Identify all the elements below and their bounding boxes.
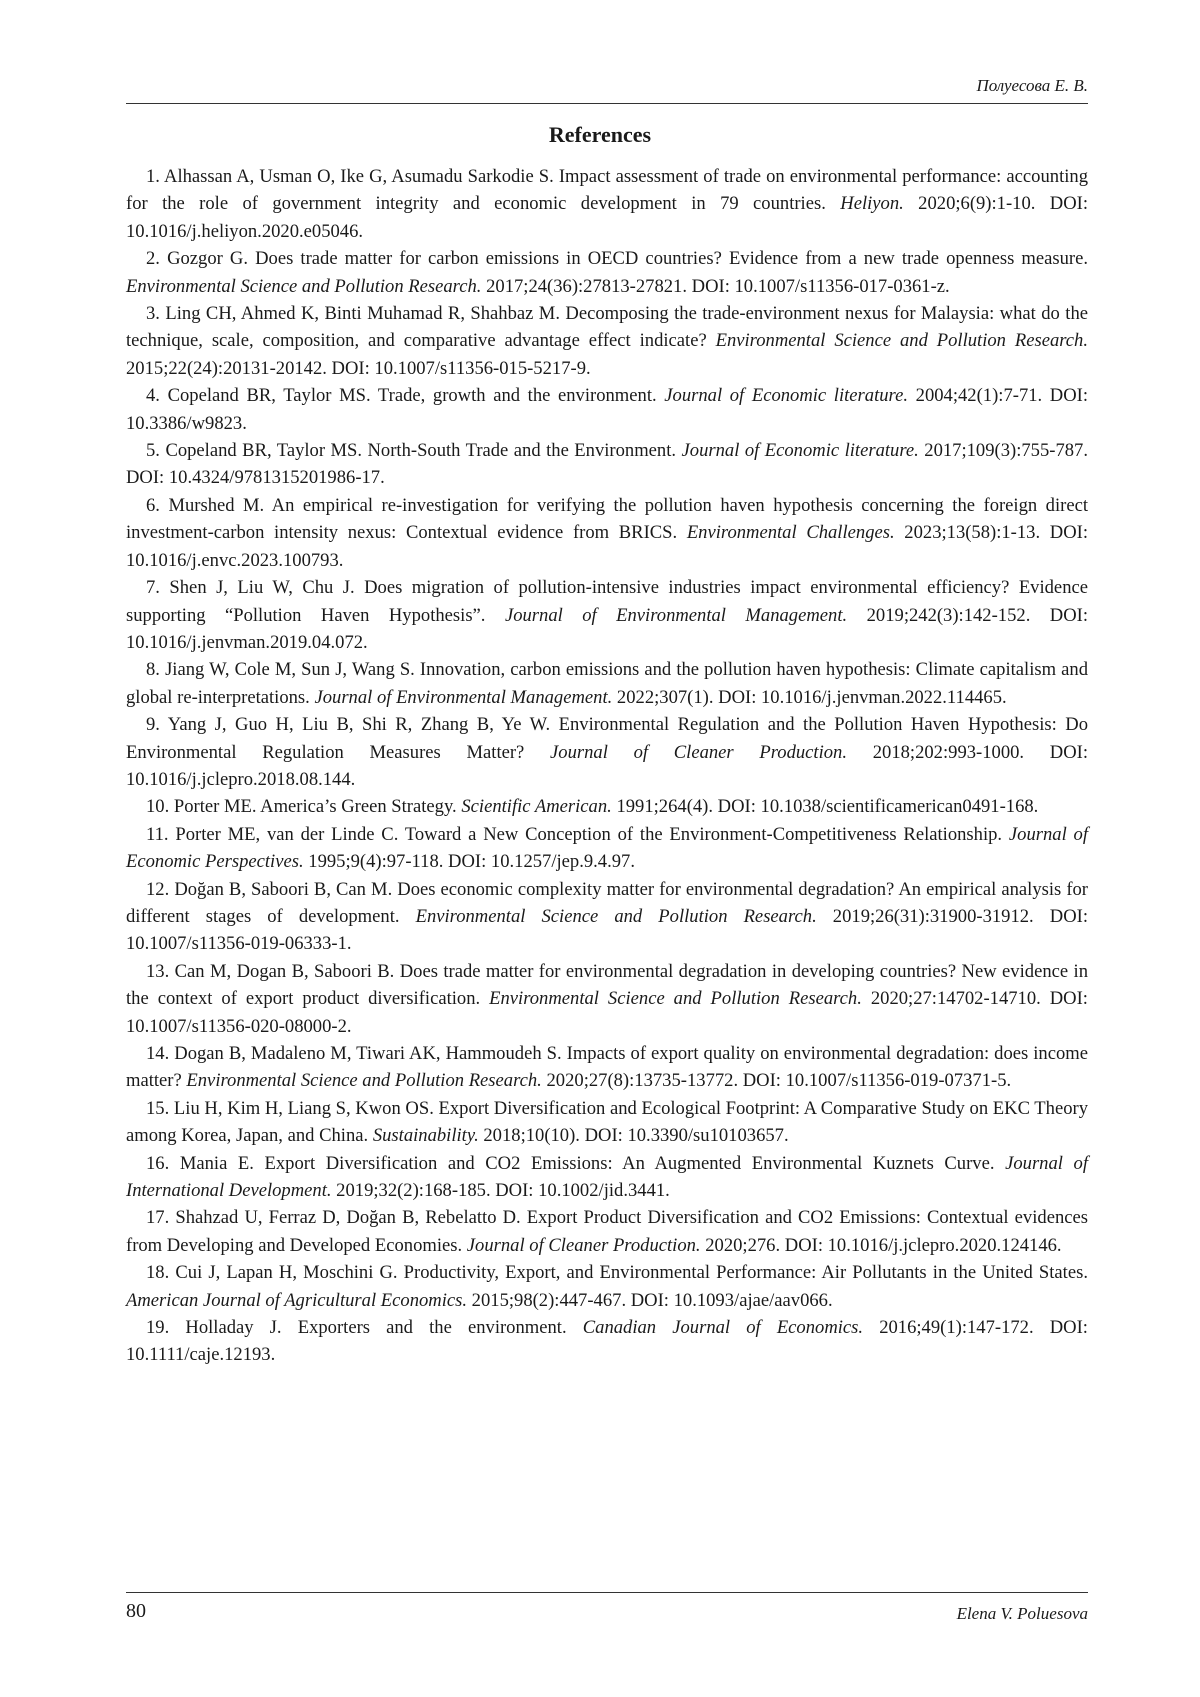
reference-details: 2023;13(58):1-13. DOI: 10.1016/j.envc.2023.100793. [126, 522, 1088, 571]
reference-item [126, 876, 1088, 958]
reference-number: 7. [146, 577, 160, 599]
reference-journal: Environmental Challenges. [686, 522, 895, 544]
reference-item [126, 245, 1088, 300]
reference-number: 14. [146, 1043, 170, 1064]
reference-details: 1995;9(4):97-118. DOI: 10.1257/jep.9.4.97. [308, 851, 635, 873]
reference-text: Murshed M. An empirical re-investigation for verifying the pollution haven hypothesis concerning the foreign direct investment-carbon intensity nexus: Contextual evidence from BRICS. [126, 494, 1088, 544]
reference-list [126, 163, 1088, 1369]
reference-journal: Journal of Economic literature. [664, 385, 909, 407]
footer-rule [126, 1592, 1088, 1593]
reference-journal: Environmental Science and Pollution Research. [415, 905, 817, 927]
reference-item [126, 163, 1088, 245]
reference-number: 9. [146, 714, 160, 736]
reference-text: Ling CH, Ahmed K, Binti Muhamad R, Shahbaz M. Decomposing the trade-environment nexus for Malaysia: what do the technique, scale, composition, and comparative advantage effect indicate? [126, 303, 1088, 352]
reference-journal: Sustainability. [372, 1125, 479, 1147]
reference-number: 2. [146, 248, 160, 270]
reference-item [126, 1150, 1088, 1205]
reference-details: 1991;264(4). DOI: 10.1038/scientificamerican0491-168. [616, 796, 1039, 818]
reference-text: Jiang W, Cole M, Sun J, Wang S. Innovation, carbon emissions and the pollution haven hypothesis: Climate capitalism and global re-interpretations. [126, 659, 1089, 708]
reference-journal: Journal of Cleaner Production. [466, 1234, 701, 1256]
reference-details: 2019;242(3):142-152. DOI: 10.1016/j.jenvman.2019.04.072. [126, 604, 1089, 653]
reference-details: 2016;49(1):147-172. DOI: 10.1111/caje.12193. [126, 1317, 1088, 1366]
running-foot: Elena V. Poluesova [956, 1604, 1088, 1623]
reference-details: 2015;98(2):447-467. DOI: 10.1093/ajae/aav066. [471, 1289, 833, 1311]
reference-journal: Journal of International Development. [126, 1152, 1088, 1202]
reference-item [126, 1314, 1088, 1369]
reference-details: 2020;6(9):1-10. DOI: 10.1016/j.heliyon.2020.e05046. [126, 193, 1088, 242]
reference-journal: Heliyon. [840, 193, 904, 215]
reference-number: 19. [146, 1317, 170, 1339]
reference-text: Mania E. Export Diversification and CO2 Emissions: An Augmented Environmental Kuznets Curve. [179, 1152, 995, 1174]
reference-number: 6. [146, 494, 160, 516]
reference-text: Shahzad U, Ferraz D, Doğan B, Rebelatto D. Export Product Diversification and CO2 Emissions: Contextual evidences from Developing and Developed Economies. [126, 1207, 1088, 1256]
reference-details: 2015;22(24):20131-20142. DOI: 10.1007/s11356-015-5217-9. [126, 357, 591, 379]
reference-item [126, 821, 1088, 876]
reference-text: Copeland BR, Taylor MS. Trade, growth and the environment. [167, 385, 657, 407]
reference-journal: Journal of Environmental Management. [314, 686, 613, 708]
reference-item [126, 958, 1088, 1040]
reference-details: 2018;10(10). DOI: 10.3390/su10103657. [483, 1125, 789, 1147]
reference-number: 13. [146, 960, 170, 982]
reference-number: 3. [146, 303, 160, 325]
reference-details: 2020;27(8):13735-13772. DOI: 10.1007/s11356-019-07371-5. [546, 1070, 1012, 1092]
reference-text: Can M, Dogan B, Saboori B. Does trade matter for environmental degradation in developing countries? New evidence in the context of export product diversification. [126, 960, 1088, 1010]
reference-text: Yang J, Guo H, Liu B, Shi R, Zhang B, Ye W. Environmental Regulation and the Pollution Haven Hypothesis: Do Environmental Regulation Measures Matter? [126, 714, 1088, 763]
reference-text: Shen J, Liu W, Chu J. Does migration of pollution-intensive industries impact environmental efficiency? Evidence supporting “Pollution Haven Hypothesis”. [126, 577, 1088, 626]
reference-item [126, 437, 1088, 492]
reference-journal: Environmental Science and Pollution Research. [489, 988, 862, 1010]
reference-details: 2020;27:14702-14710. DOI: 10.1007/s11356-020-08000-2. [126, 988, 1088, 1037]
reference-text: Doğan B, Saboori B, Can M. Does economic complexity matter for environmental degradation? An empirical analysis for different stages of development. [126, 878, 1088, 927]
reference-details: 2019;32(2):168-185. DOI: 10.1002/jid.3441. [336, 1180, 670, 1202]
reference-details: 2022;307(1). DOI: 10.1016/j.jenvman.2022.114465. [616, 686, 1007, 708]
reference-item [126, 1095, 1088, 1150]
reference-number: 11. [146, 823, 169, 845]
reference-text: Holladay J. Exporters and the environment. [185, 1317, 567, 1339]
reference-number: 10. [146, 796, 170, 818]
reference-text: Cui J, Lapan H, Moschini G. Productivity, Export, and Environmental Performance: Air Pollutants in the United States. [175, 1262, 1088, 1284]
reference-number: 4. [146, 385, 160, 407]
reference-item [126, 574, 1088, 656]
reference-journal: Journal of Cleaner Production. [550, 741, 848, 763]
reference-text: Liu H, Kim H, Liang S, Kwon OS. Export Diversification and Ecological Footprint: A Comparative Study on EKC Theory among Korea, Japan, and China. [126, 1097, 1088, 1147]
reference-text: Dogan B, Madaleno M, Tiwari AK, Hammoudeh S. Impacts of export quality on environmental degradation: does income matter? [126, 1043, 1088, 1092]
page-number: 80 [126, 1600, 146, 1622]
reference-journal: Journal of Environmental Management. [504, 604, 848, 626]
reference-item [126, 382, 1088, 437]
reference-journal: American Journal of Agricultural Economics. [126, 1289, 468, 1311]
reference-item [126, 1259, 1088, 1314]
reference-journal: Environmental Science and Pollution Research. [186, 1070, 542, 1092]
reference-item [126, 1040, 1088, 1095]
reference-item [126, 492, 1088, 574]
reference-details: 2019;26(31):31900-31912. DOI: 10.1007/s11356-019-06333-1. [126, 905, 1088, 955]
reference-text: Gozgor G. Does trade matter for carbon emissions in OECD countries? Evidence from a new trade openness measure. [167, 248, 1088, 270]
reference-item [126, 793, 1088, 820]
reference-details: 2017;24(36):27813-27821. DOI: 10.1007/s11356-017-0361-z. [486, 275, 950, 297]
reference-number: 16. [146, 1152, 170, 1174]
reference-text: Porter ME. America’s Green Strategy. [173, 796, 457, 818]
reference-item [126, 300, 1088, 382]
reference-number: 18. [146, 1262, 170, 1284]
reference-number: 12. [146, 878, 170, 900]
reference-number: 8. [146, 659, 160, 681]
reference-journal: Journal of Economic literature. [681, 440, 919, 462]
reference-text: Copeland BR, Taylor MS. North-South Trade and the Environment. [165, 440, 677, 462]
reference-number: 17. [146, 1207, 170, 1229]
reference-journal: Scientific American. [461, 796, 612, 818]
reference-item [126, 656, 1088, 711]
running-head: Полуесова Е. В. [976, 76, 1088, 95]
reference-details: 2017;109(3):755-787. DOI: 10.4324/9781315201986-17. [126, 440, 1088, 489]
reference-number: 1. [146, 166, 160, 187]
reference-number: 5. [146, 440, 160, 462]
section-title: References [548, 122, 652, 147]
reference-journal: Environmental Science and Pollution Research. [715, 330, 1088, 352]
header-rule [126, 103, 1088, 104]
reference-number: 15. [146, 1097, 170, 1119]
reference-details: 2018;202:993-1000. DOI: 10.1016/j.jclepro.2018.08.144. [126, 741, 1088, 790]
reference-text: Alhassan A, Usman O, Ike G, Asumadu Sarkodie S. Impact assessment of trade on environmental performance: accounting for the role of government integrity and economic development in 79 countries. [126, 166, 1089, 215]
reference-journal: Environmental Science and Pollution Research. [126, 275, 482, 297]
reference-journal: Journal of Economic Perspectives. [126, 823, 1088, 873]
reference-text: Porter ME, van der Linde C. Toward a New Conception of the Environment-Competitiveness Relationship. [175, 823, 1003, 845]
reference-journal: Canadian Journal of Economics. [582, 1317, 864, 1339]
reference-details: 2020;276. DOI: 10.1016/j.jclepro.2020.124146. [705, 1234, 1062, 1256]
reference-item [126, 1204, 1088, 1259]
reference-item [126, 711, 1088, 793]
reference-details: 2004;42(1):7-71. DOI: 10.3386/w9823. [126, 385, 1089, 434]
